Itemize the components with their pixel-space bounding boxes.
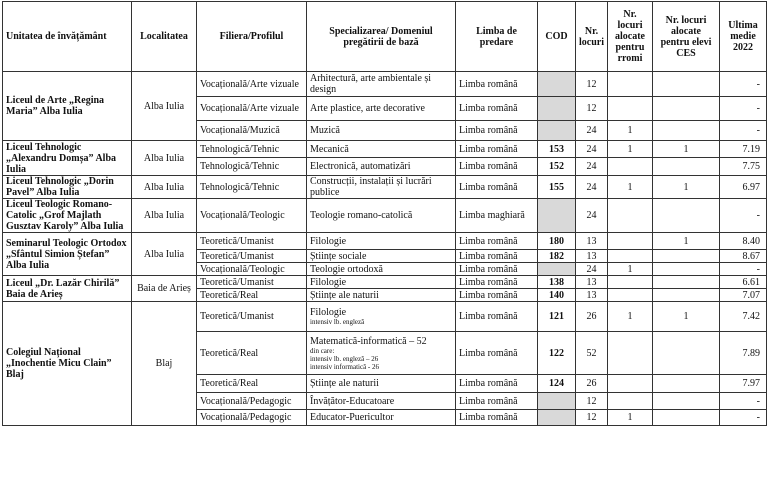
rromi-places-cell: 1: [608, 121, 653, 141]
col-header-cod: COD: [538, 2, 576, 72]
specialization-cell: Teologie romano-catolică: [307, 199, 456, 233]
filiera-cell: Teoretică/Real: [197, 375, 307, 393]
ces-places-cell: [653, 410, 720, 426]
language-cell: Limba română: [456, 410, 538, 426]
places-cell: 26: [576, 302, 608, 332]
table-row: [3, 302, 767, 332]
ces-places-cell: 1: [653, 302, 720, 332]
filiera-cell: Teoretică/Umanist: [197, 302, 307, 332]
table-row: [3, 176, 767, 199]
language-cell: Limba română: [456, 97, 538, 121]
institution-locality: Alba Iulia: [132, 199, 197, 233]
cod-cell: 122: [538, 332, 576, 375]
cod-cell: 155: [538, 176, 576, 199]
ces-places-cell: [653, 121, 720, 141]
specialization-cell: Teologie ortodoxă: [307, 263, 456, 276]
filiera-cell: Teoretică/Real: [197, 289, 307, 302]
institution-name: Liceul de Arte „Regina Maria” Alba Iulia: [3, 72, 132, 141]
last-average-cell: 7.75: [720, 158, 767, 176]
institution-locality: Alba Iulia: [132, 176, 197, 199]
ces-places-cell: [653, 263, 720, 276]
places-cell: 24: [576, 199, 608, 233]
institution-name: Seminarul Teologic Ortodox „Sfântul Simion Ștefan” Alba Iulia: [3, 233, 132, 276]
col-header-language: Limba de predare: [456, 2, 538, 72]
language-cell: Limba română: [456, 233, 538, 250]
specialization-cell: Filologie: [307, 276, 456, 289]
places-cell: 12: [576, 97, 608, 121]
col-header-ces: Nr. locuri alocate pentru elevi CES: [653, 2, 720, 72]
places-cell: 24: [576, 263, 608, 276]
last-average-cell: 6.97: [720, 176, 767, 199]
last-average-cell: 7.42: [720, 302, 767, 332]
language-cell: Limba română: [456, 302, 538, 332]
specialization-note: din care:: [310, 346, 335, 355]
places-cell: 24: [576, 158, 608, 176]
language-cell: Limba română: [456, 263, 538, 276]
rromi-places-cell: [608, 199, 653, 233]
table-body: [3, 72, 767, 426]
specialization-cell: Educator-Puericultor: [307, 410, 456, 426]
rromi-places-cell: 1: [608, 176, 653, 199]
places-cell: 12: [576, 393, 608, 410]
last-average-cell: -: [720, 410, 767, 426]
ces-places-cell: [653, 72, 720, 97]
filiera-cell: Vocațională/Pedagogic: [197, 393, 307, 410]
rromi-places-cell: [608, 72, 653, 97]
col-header-places: Nr. locuri: [576, 2, 608, 72]
specialization-cell: Științe ale naturii: [307, 289, 456, 302]
col-header-locality: Localitatea: [132, 2, 197, 72]
rromi-places-cell: 1: [608, 410, 653, 426]
places-cell: 24: [576, 121, 608, 141]
col-header-specialization: Specializarea/ Domeniul pregătirii de bază: [307, 2, 456, 72]
cod-cell: [538, 97, 576, 121]
last-average-cell: -: [720, 97, 767, 121]
cod-cell: [538, 263, 576, 276]
language-cell: Limba română: [456, 250, 538, 263]
filiera-cell: Tehnologică/Tehnic: [197, 176, 307, 199]
specialization-cell: Învățător-Educatoare: [307, 393, 456, 410]
places-cell: 12: [576, 72, 608, 97]
places-cell: 24: [576, 176, 608, 199]
ces-places-cell: 1: [653, 141, 720, 158]
filiera-cell: Teoretică/Umanist: [197, 250, 307, 263]
rromi-places-cell: [608, 393, 653, 410]
language-cell: Limba română: [456, 276, 538, 289]
institution-locality: Alba Iulia: [132, 233, 197, 276]
places-cell: 12: [576, 410, 608, 426]
cod-cell: [538, 72, 576, 97]
institution-name: Liceul Tehnologic „Dorin Pavel” Alba Iulia: [3, 176, 132, 199]
language-cell: Limba română: [456, 121, 538, 141]
rromi-places-cell: [608, 276, 653, 289]
places-cell: 13: [576, 250, 608, 263]
filiera-cell: Teoretică/Real: [197, 332, 307, 375]
col-header-filiera: Filiera/Profilul: [197, 2, 307, 72]
language-cell: Limba română: [456, 375, 538, 393]
ces-places-cell: [653, 199, 720, 233]
table-row: [3, 233, 767, 250]
ces-places-cell: [653, 158, 720, 176]
ces-places-cell: [653, 332, 720, 375]
specialization-cell: Filologie: [307, 233, 456, 250]
table-row: [3, 141, 767, 158]
places-cell: 13: [576, 289, 608, 302]
rromi-places-cell: [608, 158, 653, 176]
rromi-places-cell: [608, 250, 653, 263]
language-cell: Limba română: [456, 393, 538, 410]
language-cell: Limba română: [456, 176, 538, 199]
specialization-cell: [307, 302, 456, 332]
cod-cell: 121: [538, 302, 576, 332]
col-header-rromi: Nr. locuri alocate pentru rromi: [608, 2, 653, 72]
last-average-cell: -: [720, 121, 767, 141]
specialization-cell: Mecanică: [307, 141, 456, 158]
filiera-cell: Vocațională/Pedagogic: [197, 410, 307, 426]
last-average-cell: -: [720, 72, 767, 97]
specialization-cell: Arte plastice, arte decorative: [307, 97, 456, 121]
last-average-cell: 7.19: [720, 141, 767, 158]
ces-places-cell: [653, 97, 720, 121]
ces-places-cell: [653, 289, 720, 302]
last-average-cell: 8.40: [720, 233, 767, 250]
institution-name: Liceul Tehnologic „Alexandru Domșa” Alba Iulia: [3, 141, 132, 176]
ces-places-cell: 1: [653, 176, 720, 199]
ces-places-cell: [653, 250, 720, 263]
language-cell: Limba română: [456, 72, 538, 97]
cod-cell: [538, 410, 576, 426]
places-cell: 24: [576, 141, 608, 158]
places-cell: 52: [576, 332, 608, 375]
rromi-places-cell: 1: [608, 302, 653, 332]
specialization-cell: Muzică: [307, 121, 456, 141]
filiera-cell: Vocațională/Arte vizuale: [197, 97, 307, 121]
places-cell: 13: [576, 276, 608, 289]
last-average-cell: 7.89: [720, 332, 767, 375]
filiera-cell: Vocațională/Teologic: [197, 263, 307, 276]
ces-places-cell: [653, 276, 720, 289]
specialization-note: intensiv lb. engleză: [310, 318, 365, 326]
table-row: [3, 199, 767, 233]
specialization-cell: Arhitectură, arte ambientale și design: [307, 72, 456, 97]
rromi-places-cell: 1: [608, 263, 653, 276]
table-row: [3, 276, 767, 289]
specialization-cell: Construcții, instalații și lucrări publice: [307, 176, 456, 199]
language-cell: Limba română: [456, 158, 538, 176]
cod-cell: [538, 199, 576, 233]
rromi-places-cell: [608, 233, 653, 250]
last-average-cell: -: [720, 393, 767, 410]
last-average-cell: 7.97: [720, 375, 767, 393]
institution-locality: Blaj: [132, 302, 197, 426]
table-row: [3, 72, 767, 97]
rromi-places-cell: [608, 289, 653, 302]
institution-locality: Alba Iulia: [132, 72, 197, 141]
specialization-note: intensiv lb. engleză – 26: [310, 354, 379, 363]
language-cell: Limba română: [456, 332, 538, 375]
rromi-places-cell: [608, 332, 653, 375]
filiera-cell: Vocațională/Teologic: [197, 199, 307, 233]
col-header-unit: Unitatea de învățământ: [3, 2, 132, 72]
rromi-places-cell: [608, 97, 653, 121]
institution-name: Liceul „Dr. Lazăr Chirilă” Baia de Arieș: [3, 276, 132, 302]
cod-cell: 124: [538, 375, 576, 393]
language-cell: Limba maghiară: [456, 199, 538, 233]
last-average-cell: -: [720, 263, 767, 276]
rromi-places-cell: 1: [608, 141, 653, 158]
filiera-cell: Teoretică/Umanist: [197, 276, 307, 289]
institution-locality: Alba Iulia: [132, 141, 197, 176]
col-header-last-average: Ultima medie 2022: [720, 2, 767, 72]
last-average-cell: 7.07: [720, 289, 767, 302]
specialization-main: Matematică-informatică – 52: [310, 335, 427, 347]
language-cell: Limba română: [456, 289, 538, 302]
specialization-main: Filologie: [310, 307, 347, 318]
cod-cell: 140: [538, 289, 576, 302]
cod-cell: [538, 121, 576, 141]
last-average-cell: -: [720, 199, 767, 233]
cod-cell: 153: [538, 141, 576, 158]
cod-cell: 138: [538, 276, 576, 289]
admission-table: [2, 1, 767, 426]
ces-places-cell: [653, 375, 720, 393]
specialization-note: intensiv informatică - 26: [310, 362, 380, 371]
filiera-cell: Tehnologică/Tehnic: [197, 158, 307, 176]
ces-places-cell: [653, 393, 720, 410]
institution-name: Liceul Teologic Romano-Catolic „Grof Majlath Gusztav Karoly” Alba Iulia: [3, 199, 132, 233]
places-cell: 26: [576, 375, 608, 393]
filiera-cell: Vocațională/Arte vizuale: [197, 72, 307, 97]
cod-cell: 152: [538, 158, 576, 176]
last-average-cell: 6.61: [720, 276, 767, 289]
filiera-cell: Vocațională/Muzică: [197, 121, 307, 141]
rromi-places-cell: [608, 375, 653, 393]
specialization-cell: [307, 332, 456, 375]
specialization-cell: Electronică, automatizări: [307, 158, 456, 176]
last-average-cell: 8.67: [720, 250, 767, 263]
filiera-cell: Tehnologică/Tehnic: [197, 141, 307, 158]
filiera-cell: Teoretică/Umanist: [197, 233, 307, 250]
specialization-cell: Științe sociale: [307, 250, 456, 263]
cod-cell: 182: [538, 250, 576, 263]
ces-places-cell: 1: [653, 233, 720, 250]
specialization-cell: Științe ale naturii: [307, 375, 456, 393]
cod-cell: [538, 393, 576, 410]
institution-locality: Baia de Arieș: [132, 276, 197, 302]
cod-cell: 180: [538, 233, 576, 250]
institution-name: Colegiul Național „Inochentie Micu Clain” Blaj: [3, 302, 132, 426]
header-row: [3, 2, 767, 72]
language-cell: Limba română: [456, 141, 538, 158]
places-cell: 13: [576, 233, 608, 250]
